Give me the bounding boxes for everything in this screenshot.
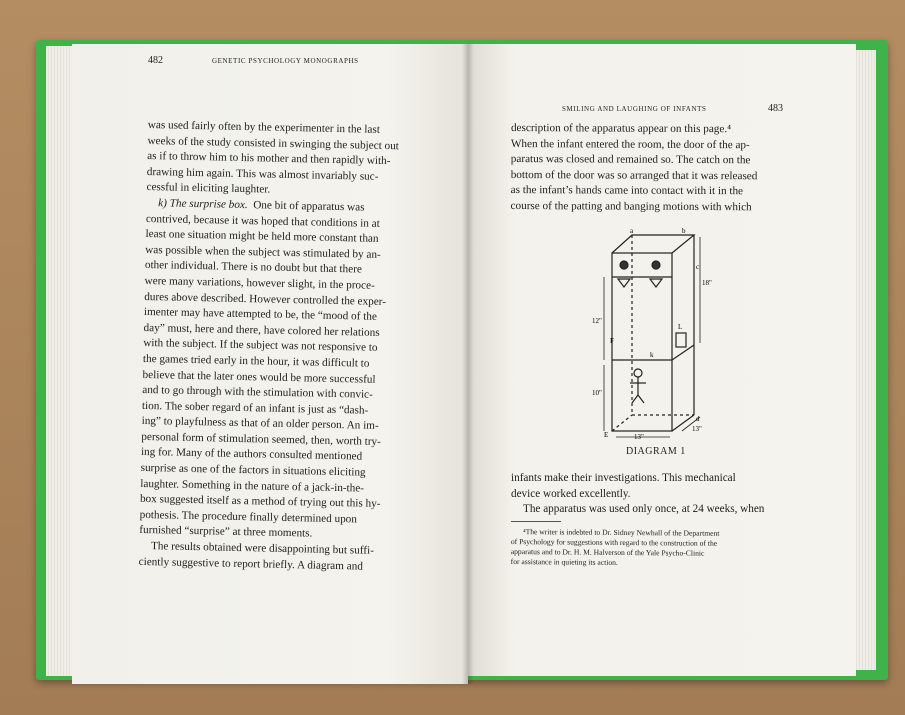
text-line: ciently suggestive to report briefly. A diagram and	[138, 555, 364, 573]
pulley	[620, 261, 628, 269]
text-line: was used fairly often by the experimenter in the last	[147, 118, 381, 136]
box-bottom-edge	[672, 415, 694, 431]
book-gutter	[462, 44, 474, 684]
footnote-line: for assistance in quieting its action.	[510, 556, 618, 567]
text-line: The results obtained were disappointing but suffi-	[150, 540, 375, 557]
jack-legs	[632, 395, 644, 403]
text-line: The apparatus was used only once, at 24 weeks, when	[523, 503, 765, 516]
text-line: drawing him again. This was almost invariably suc-	[146, 165, 379, 183]
diagram-dim-left: 12"	[592, 317, 602, 325]
right-page-number: 483	[768, 103, 783, 114]
left-running-head: GENETIC PSYCHOLOGY MONOGRAPHS	[212, 57, 359, 65]
text-line: imenter may have attempted to be, the “mood of the	[143, 306, 378, 323]
diagram-dim-depth: 13"	[692, 425, 702, 433]
text-line: course of the patting and banging motions with which	[510, 199, 752, 214]
diagram-dim-width: 13"	[634, 433, 644, 440]
footnote-line: apparatus and to Dr. H. M. Halverson of the Yale Psycho-Clinic	[510, 546, 705, 558]
box-top-face	[612, 235, 694, 253]
footnote	[511, 527, 793, 569]
diagram-dim-height-lower: 10"	[592, 389, 602, 397]
text-line: believe that the later ones would be more successful	[142, 368, 376, 386]
text-line: tion. The sober regard of an infant is just as “dash-	[141, 399, 369, 417]
text-line: One bit of apparatus was	[253, 199, 365, 214]
text-line: as if to throw him to his mother and then rapidly with-	[147, 150, 391, 168]
text-line: ing” to playfulness as that of an older person. An im-	[141, 415, 379, 433]
diagram-label-c: c	[696, 263, 700, 271]
text-line: was possible when the subject was stimulated by an-	[145, 243, 381, 261]
pulley	[652, 261, 660, 269]
right-page-body-top	[511, 121, 789, 216]
text-line: laughter. Something in the nature of a jack-in-the-	[140, 477, 365, 495]
section-label: k) The surprise box.	[158, 197, 248, 212]
hidden-edge	[612, 415, 632, 431]
diagram-caption: DIAGRAM 1	[626, 446, 686, 457]
text-line: least one situation might be held more constant than	[145, 228, 379, 246]
diagram-label-l: L	[678, 323, 683, 331]
text-line: were many variations, however slight, in the proce-	[144, 274, 375, 292]
text-line: the games tried early in the hour, it was difficult to	[142, 352, 370, 370]
bracket	[618, 279, 630, 287]
diagram-dim-height-upper: 18"	[702, 279, 712, 287]
text-line: dures above described. However controlled the exper-	[144, 290, 387, 308]
right-page-body-bottom	[511, 471, 789, 518]
diagram-label-d: d	[696, 415, 700, 423]
left-page-number: 482	[148, 55, 163, 66]
text-line: ing for. Many of the authors consulted mentioned	[140, 446, 363, 464]
jack-head	[634, 369, 642, 377]
text-line: contrived, because it was hoped that conditions in at	[145, 212, 380, 230]
text-line: cessful in eliciting laughter.	[146, 181, 271, 196]
footnote-rule	[511, 521, 561, 522]
text-line: and to go through with the stimulation with convic-	[142, 384, 373, 401]
text-line: day” must, here and there, have colored her relations	[143, 321, 380, 339]
text-line: paratus was closed and remained so. The catch on the	[510, 153, 751, 167]
left-page-body	[139, 118, 428, 576]
bracket	[650, 279, 662, 287]
right-running-head: SMILING AND LAUGHING OF INFANTS	[562, 105, 707, 113]
text-line: other individual. There is no doubt but that there	[144, 259, 362, 276]
text-line: box suggested itself as a method of trying out this hy-	[139, 493, 381, 511]
text-line: personal form of stimulation seemed, then, worth try-	[141, 430, 381, 448]
text-line: weeks of the study consisted in swinging the subject out	[147, 134, 399, 152]
diagram-label-b: b	[682, 227, 686, 235]
text-line: furnished “surprise” at three moments.	[139, 524, 313, 540]
text-line: bottom of the door was so arranged that it was released	[510, 168, 758, 183]
text-line: device worked excellently.	[511, 487, 631, 500]
diagram-label-a: a	[630, 227, 634, 235]
diagram-label-e: E	[604, 431, 609, 439]
footnote-line: ⁴The writer is indebted to Dr. Sidney Newhall of the Department	[522, 527, 720, 538]
surprise-box-diagram	[590, 225, 730, 440]
latch-box	[676, 333, 686, 347]
text-line: When the infant entered the room, the door of the ap-	[510, 137, 750, 151]
text-line: with the subject. If the subject was not responsive to	[143, 337, 378, 355]
diagram-label-f: F	[610, 337, 614, 345]
text-line: surprise as one of the factors in situations eliciting	[140, 461, 366, 479]
text-line: pothesis. The procedure finally determined upon	[139, 508, 358, 526]
text-line: as the infant’s hands came into contact with it in the	[510, 184, 744, 198]
footnote-line: of Psychology for suggestions with regard to the construction of the	[510, 536, 718, 548]
diagram-label-k: k	[650, 351, 654, 359]
text-line: description of the apparatus appear on this page.⁴	[510, 121, 732, 136]
text-line: infants make their investigations. This mechanical	[511, 472, 736, 484]
box-front-face	[612, 253, 672, 431]
